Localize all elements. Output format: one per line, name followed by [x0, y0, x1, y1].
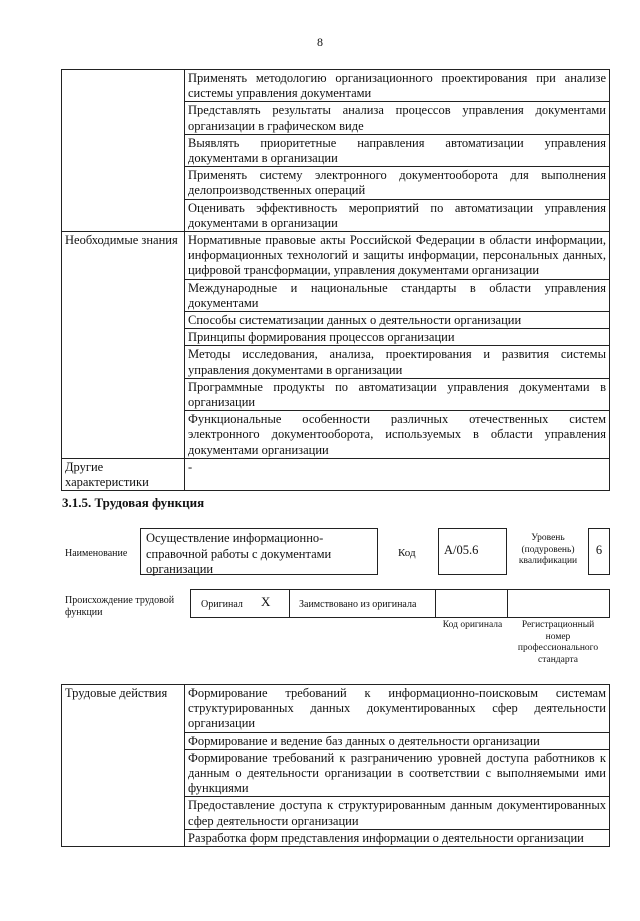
table1-item: - [185, 458, 610, 490]
table2-item: Формирование и ведение баз данных о деятельности организации [185, 732, 610, 749]
reg-number-label: Регистрационный номер профессионального стандарта [517, 620, 599, 665]
level-value-box: 6 [588, 528, 610, 575]
table2-item: Предоставление доступа к структурированным данным документированных сфер деятельности организации [185, 797, 610, 829]
origin-label: Происхождение трудовой функции [65, 595, 175, 618]
table1-item: Применять систему электронного документооборота для выполнения делопроизводственных операций [185, 167, 610, 199]
function-name-box: Осуществление информационно-справочной работы с документами организации [140, 528, 378, 575]
table1-item: Принципы формирования процессов организации [185, 329, 610, 346]
level-label: Уровень (подуровень) квалификации [518, 533, 578, 566]
orig-code-label: Код оригинала [442, 620, 503, 630]
table2-row [62, 685, 610, 733]
page-number: 8 [317, 35, 323, 49]
labor-actions-table [61, 684, 610, 847]
borrowed-label: Заимствовано из оригинала [299, 599, 417, 610]
original-mark: X [261, 594, 271, 609]
table1-row-label [62, 70, 185, 232]
table2-item: Формирование требований к информационно-поисковым системам структурированных данных документированных сфер деятельности организации [185, 685, 610, 733]
table1-item: Выявлять приоритетные направления автоматизации управления документами в организации [185, 134, 610, 166]
table1-item: Оценивать эффективность мероприятий по автоматизации управления документами в организации [185, 199, 610, 231]
skills-knowledge-table [61, 69, 610, 491]
table1-item: Представлять результаты анализа процессов управления документами организации в графическом виде [185, 102, 610, 134]
original-label: Оригинал [201, 599, 243, 610]
table2-item: Разработка форм представления информации о деятельности организации [185, 829, 610, 846]
table1-row-label: Другие характеристики [62, 458, 185, 490]
table1-item: Применять методологию организационного проектирования при анализе системы управления документами [185, 70, 610, 102]
table1-item: Способы систематизации данных о деятельности организации [185, 312, 610, 329]
table1-item: Программные продукты по автоматизации управления документами в организации [185, 378, 610, 410]
origin-row [190, 589, 610, 618]
table1-item: Международные и национальные стандарты в области управления документами [185, 279, 610, 311]
section-heading: 3.1.5. Трудовая функция [62, 495, 205, 510]
code-label: Код [398, 547, 416, 559]
code-value-box: A/05.6 [438, 528, 507, 575]
table1-row-label: Необходимые знания [62, 232, 185, 459]
table1-row [62, 70, 610, 102]
table2-row-label: Трудовые действия [62, 685, 185, 847]
table1-row [62, 458, 610, 490]
table1-row [62, 232, 610, 280]
table1-item: Нормативные правовые акты Российской Федерации в области информации, информационных технологий и защиты информации, персональных данных, цифровой трансформации, управления документами организации [185, 232, 610, 280]
table2-item: Формирование требований к разграничению уровней доступа работников к данным о деятельности организации в соответствии с выполняемыми ими функциями [185, 749, 610, 797]
table1-item: Методы исследования, анализа, проектирования и развития системы управления документами в организации [185, 346, 610, 378]
name-label: Наименование [65, 548, 128, 559]
table1-item: Функциональные особенности различных отечественных систем электронного документооборота, используемых в области управления документами организации [185, 411, 610, 459]
